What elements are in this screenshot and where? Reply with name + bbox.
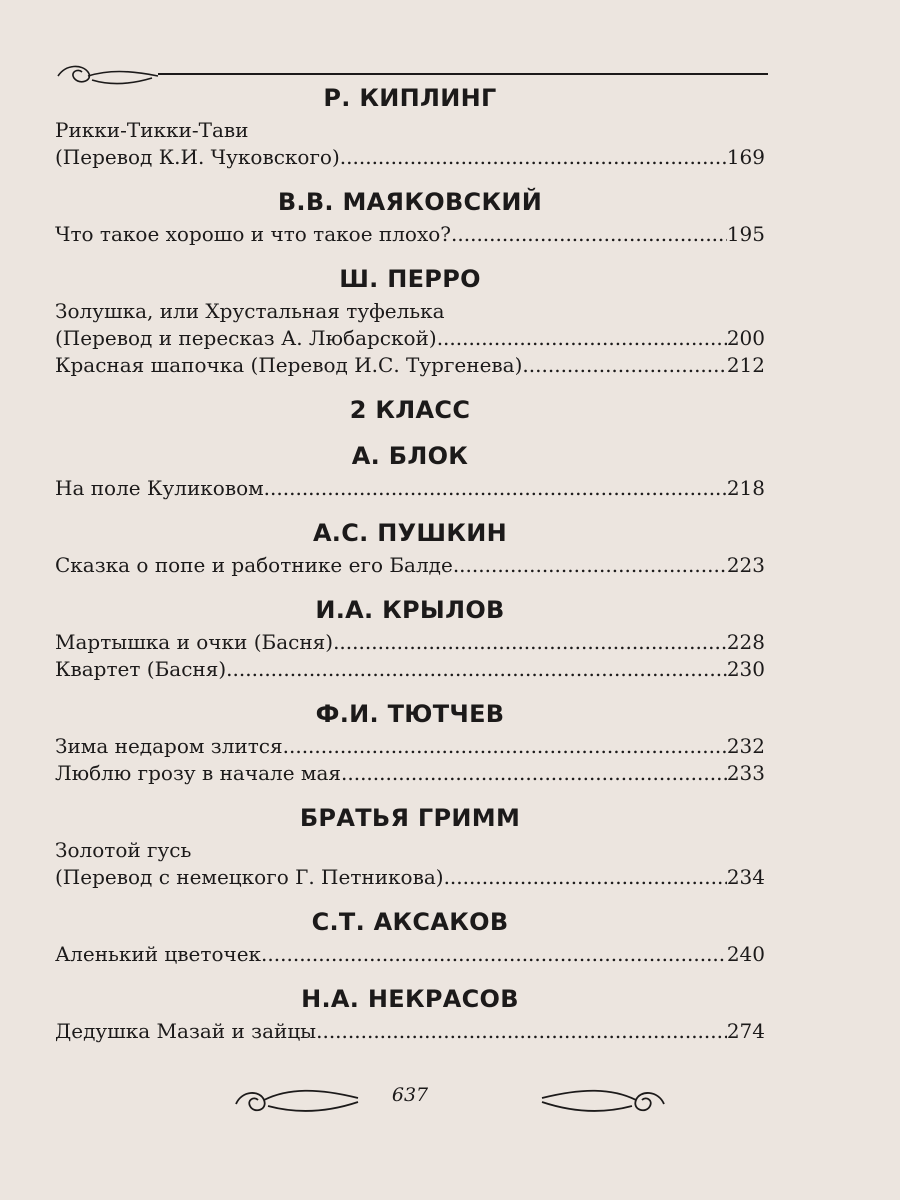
- author-heading: Н.А. НЕКРАСОВ: [301, 985, 519, 1013]
- toc-entry: [55, 325, 765, 352]
- entry-page-number: 274: [726, 1019, 765, 1043]
- dot-leader: [444, 864, 727, 891]
- author-heading: И.А. КРЫЛОВ: [315, 596, 505, 624]
- entry-title: Сказка о попе и работнике его Балде: [55, 553, 453, 577]
- entry-page-number: 200: [726, 326, 765, 350]
- entry-title: Что такое хорошо и что такое плохо?: [55, 222, 452, 246]
- dot-leader: [341, 760, 727, 787]
- author-heading: БРАТЬЯ ГРИММ: [299, 804, 521, 832]
- toc-section: [55, 441, 765, 502]
- dot-leader: [451, 221, 727, 248]
- toc-entry: [55, 552, 765, 579]
- toc-section: [55, 595, 765, 683]
- dot-leader: [316, 1018, 727, 1045]
- toc-section: [55, 395, 765, 425]
- dot-leader: [264, 475, 727, 502]
- toc-section: [55, 83, 765, 171]
- dot-leader: [522, 352, 726, 379]
- entry-page-number: 223: [726, 553, 765, 577]
- toc-entry: [55, 629, 765, 656]
- author-heading: А.С. ПУШКИН: [312, 519, 508, 547]
- toc-section: [55, 907, 765, 968]
- entry-title: (Перевод и пересказ А. Любарской): [55, 326, 437, 350]
- dot-leader: [340, 144, 727, 171]
- author-heading: А. БЛОК: [351, 442, 469, 470]
- table-of-contents: [55, 83, 765, 1061]
- toc-section: [55, 984, 765, 1045]
- toc-section: [55, 803, 765, 891]
- entry-title: Зима недаром злится: [55, 734, 283, 758]
- entry-page-number: 195: [726, 222, 765, 246]
- toc-entry: [55, 656, 765, 683]
- toc-section: [55, 187, 765, 248]
- toc-entry: [55, 733, 765, 760]
- entry-title: Квартет (Басня): [55, 657, 227, 681]
- author-heading: В.В. МАЯКОВСКИЙ: [277, 188, 543, 216]
- entry-title: Мартышка и очки (Басня): [55, 630, 334, 654]
- toc-entry: [55, 352, 765, 379]
- dot-leader: [453, 552, 727, 579]
- entry-title: Люблю грозу в начале мая: [55, 761, 341, 785]
- toc-section: [55, 699, 765, 787]
- toc-entry: [55, 221, 765, 248]
- entry-page-number: 169: [726, 145, 765, 169]
- toc-entry: [55, 1018, 765, 1045]
- entry-title: Дедушка Мазай и зайцы: [55, 1019, 317, 1043]
- toc-entry: [55, 941, 765, 968]
- author-heading: Р. КИПЛИНГ: [323, 84, 497, 112]
- author-heading: Ш. ПЕРРО: [339, 265, 481, 293]
- dot-leader: [226, 656, 727, 683]
- bottom-ornament: [228, 1074, 672, 1128]
- toc-section: [55, 264, 765, 379]
- page-number: 637: [391, 1084, 429, 1106]
- author-heading: Ф.И. ТЮТЧЕВ: [315, 700, 505, 728]
- entry-page-number: 232: [726, 734, 765, 758]
- toc-section: [55, 518, 765, 579]
- dot-leader: [261, 941, 727, 968]
- entry-title: (Перевод К.И. Чуковского): [55, 145, 340, 169]
- toc-entry: [55, 864, 765, 891]
- entry-title: Красная шапочка (Перевод И.С. Тургенева): [55, 353, 523, 377]
- toc-entry: [55, 475, 765, 502]
- work-title-line: Рикки-Тикки-Тави: [55, 118, 249, 142]
- entry-page-number: 212: [726, 353, 765, 377]
- author-heading: С.Т. АКСАКОВ: [311, 908, 509, 936]
- entry-title: Аленький цветочек: [55, 942, 262, 966]
- dot-leader: [333, 629, 727, 656]
- entry-page-number: 233: [726, 761, 765, 785]
- entry-page-number: 240: [726, 942, 765, 966]
- toc-entry: [55, 760, 765, 787]
- entry-title: На поле Куликовом: [55, 476, 264, 500]
- toc-entry: [55, 144, 765, 171]
- author-heading: 2 КЛАСС: [349, 396, 471, 424]
- work-title-line: Золотой гусь: [55, 838, 192, 862]
- dot-leader: [437, 325, 727, 352]
- entry-page-number: 230: [726, 657, 765, 681]
- dot-leader: [283, 733, 727, 760]
- entry-title: (Перевод с немецкого Г. Петникова): [55, 865, 444, 889]
- entry-page-number: 218: [726, 476, 765, 500]
- entry-page-number: 228: [726, 630, 765, 654]
- work-title-line: Золушка, или Хрустальная туфелька: [55, 299, 445, 323]
- entry-page-number: 234: [726, 865, 765, 889]
